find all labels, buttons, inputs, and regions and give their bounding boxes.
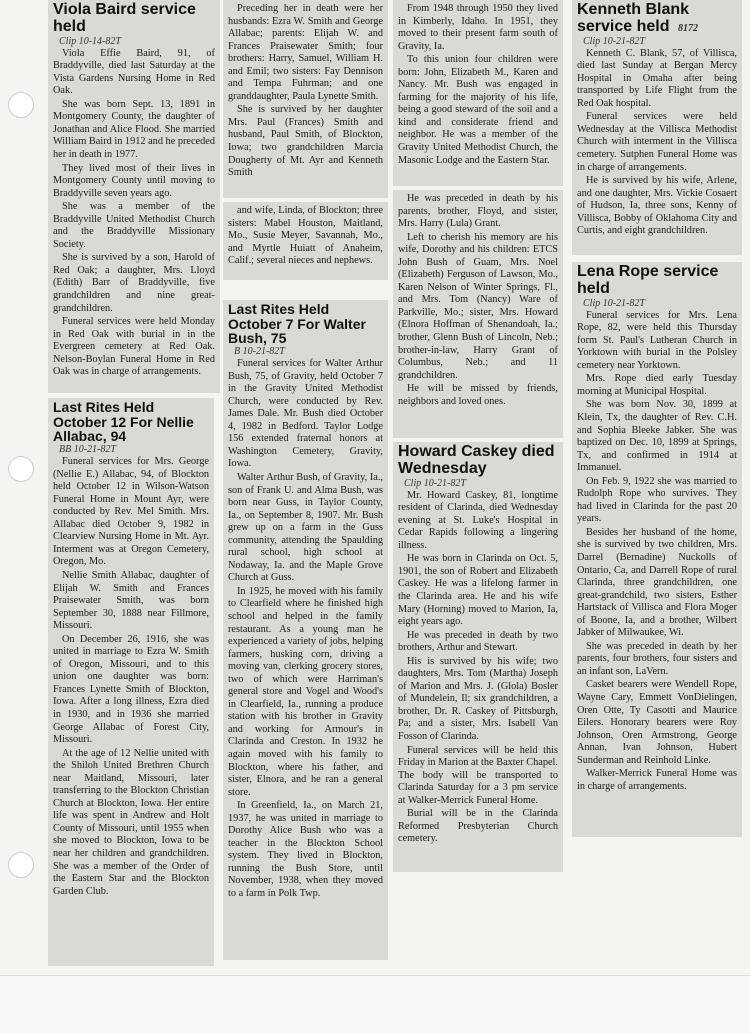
body-allabac (53, 456, 209, 898)
body-allabac-cont2 (228, 205, 383, 268)
body-rope (577, 310, 737, 794)
body-bush-cont2 (398, 193, 558, 408)
obituary-paragraph: Funeral services were held Wednesday at the Villisca Methodist Church with interment in the Villisca cemetery. Sutphen Funeral Home was in charge of arrangements. (577, 111, 737, 173)
clipping-bush (223, 300, 388, 960)
binder-hole (8, 456, 34, 482)
headline-allabac: Last Rites Held October 12 For Nellie Allabac, 94 (53, 399, 194, 445)
obituary-paragraph: He was born in Clarinda on Oct. 5, 1901, the son of Robert and Elizabeth Caskey. He was a lifelong farmer in the Clarinda area. He and his wife Mary (Horning) moved to Marion, Ia, eight years ago. (398, 553, 558, 628)
obituary-paragraph: Walter Arthur Bush, of Gravity, Ia., son of Frank U. and Alma Bush, was born near Guss, in Taylor County, Ia., on September 8, 1907. Mr. Bush grew up on a farm in the Guss community, attending the Spaulding rural school, high school at Nodaway, Ia. and the Maple Grove Church at Guss. (228, 471, 383, 584)
obituary-paragraph: Casket bearers were Wendell Rope, Wayne Cary, Emmett VonDielingen, Oren Otte, Ty Casotti and Maurice Eilers. Honorary bearers were Roy Johnson, Oren Armstrong, George Annan, Ivan Johnson, Hubert Sunderman and Reinhold Linke. (577, 679, 737, 766)
obituary-paragraph: At the age of 12 Nellie united with the Shiloh United Brethren Church near Maitland, Missouri, later transferring to the Blockton Christian Church at Blockton, Iowa. Her entire life was spent in Andrew and Holt County of Missouri, until 1955 when she moved to Blockton, Iowa to be near her children and grandchildren. She was a member of the Order of the Eastern Star and the Blockton Garden Club. (53, 747, 209, 897)
obituary-paragraph: She is survived by her daughter Mrs. Paul (Frances) Smith and husband, Paul Smith, of Blockton, Iowa; two grandchildren Marcia Dougherty of Mt. Ayr and Kenneth Smith (228, 104, 383, 179)
body-caskey (398, 490, 558, 846)
obituary-paragraph: He was preceded in death by his parents, brother, Floyd, and sister, Mrs. Harry (Lula) Grant. (398, 193, 558, 230)
obituary-paragraph: She was born Nov. 30, 1899 at Klein, Tx, the daughter of Rev. C.H. and Sophia Bleeke Jabker. She was baptized on Dec. 10, 1899 at Springs, Tx, and confirmed in 1914 at Immanuel. (577, 399, 737, 474)
headline-blank (577, 2, 737, 36)
obituary-paragraph: Funeral services for Mrs. Lena Rope, 82, were held this Thursday form St. Paul's Lutheran Church in Yorktown with burial in the Polsley cemetery near Yorktown. (577, 309, 737, 371)
clipping-bush-cont2 (393, 190, 563, 438)
obituary-paragraph: Walker-Merrick Funeral Home was in charge of arrangements. (577, 768, 737, 792)
obituary-paragraph: She is survived by a son, Harold of Red Oak; a daughter, Mrs. Lloyd (Edith) Barr of Braddyville, five grandchildren and nine great-grandchildren. (53, 252, 215, 314)
handwritten-date: Clip 10-21-82T (583, 35, 645, 47)
obituary-paragraph: He will be missed by friends, neighbors and loved ones. (398, 383, 558, 407)
obituary-paragraph: Funeral services will be held this Friday in Marion at the Baxter Chapel. The body will be transported to Clarinda Saturday for a 3 pm service at Walker-Merrick Funeral Home. (398, 744, 558, 806)
corner-number: 8172 (677, 22, 698, 34)
headline-baird: Viola Baird service held (53, 1, 196, 35)
obituary-paragraph: Preceding her in death were her husbands: Ezra W. Smith and George Allabac; parents: Elijah W. and Frances Praisewater Smith; four brothers: Harry, Samuel, William H. and Emil; two sisters: Fay Dennison and Tempa Fuhrman; and one granddaughter, Paula Lynette Smith. (228, 3, 383, 102)
headline-blank-text: Kenneth Blank service held (577, 1, 690, 35)
obituary-paragraph: Left to cherish his memory are his wife, Dorothy and his children: ETCS John Bush of Guam, Mrs. Noel (Elizabeth) Ferguson of Lawson, Mo., Karen Nelson of Winter Springs, Fl., and Mrs. Tom (Nancy) Ware of Parkville, Mo.; sister, Mrs. Howard (Elnora Hoffman of Shenandoah, Ia.; brother, Glenn Bush of Lincoln, Neb.; brother-in-law, Harry Grant of Columbus, Neb.; and 11 grandchildren. (398, 231, 558, 381)
body-blank (577, 48, 737, 238)
page-bottom-margin (0, 975, 750, 1033)
obituary-paragraph: She was preceded in death by her parents, four brothers, four sisters and an infant son, LaVern. (577, 640, 737, 677)
handwritten-date: Clip 10-21-82T (404, 477, 466, 489)
obituary-paragraph: Kenneth C. Blank, 57, of Villisca, died last Sunday at Bergan Mercy Hospital in Omaha after being transported by Life Flight from the Red Oak hospital. (577, 47, 737, 109)
obituary-paragraph: Viola Effie Baird, 91, of Braddyville, died last Saturday at the Vista Gardens Nursing Home in Red Oak. (53, 47, 215, 97)
obituary-paragraph: Burial will be in the Clarinda Reformed Presbyterian Church cemetery. (398, 808, 558, 845)
obituary-paragraph: Funeral services for Walter Arthur Bush, 75, of Gravity, held October 7 in the Gravity United Methodist Church, were conducted by Rev. James Dale. Mr. Bush died October 4, 1982 in Bedford. Taylor Lodge 156 extended fraternal honors at Washington Cemetery, Gravity, Iowa. (228, 358, 383, 470)
obituary-paragraph: He is survived by his wife, Arlene, and one daughter, Mrs. Vickie Cosaert of Hudson, Ia, three sons, Kenny of Villisca, Bobby of Oklahoma City and Curtis, and eight grandchildren. (577, 175, 737, 237)
obituary-paragraph: Mrs. Rope died early Tuesday morning at Municipal Hospital. (577, 373, 737, 397)
obituary-paragraph: On Feb. 9, 1922 she was married to Rudolph Rope who survives. They had lived in Clarinda for the past 20 years. (577, 475, 737, 525)
clipping-caskey (393, 442, 563, 872)
obituary-paragraph: and wife, Linda, of Blockton; three sisters: Mabel Houston, Maitland, Mo., Susie Meyer, Savannah, Mo., and Myrtle Huiatt of Anaheim, Calif.; several nieces and nephews. (228, 205, 383, 267)
obituary-paragraph: He was preceded in death by two brothers, Arthur and Stewart. (398, 629, 558, 654)
body-baird (53, 48, 215, 379)
clipping-bush-cont (393, 0, 563, 186)
obituary-paragraph: She was a member of the Braddyville United Methodist Church and the Braddyville Missionary Society. (53, 201, 215, 250)
obituary-paragraph: In Greenfield, Ia., on March 21, 1937, he was united in marriage to Dorothy Alice Bush who was a teacher in the Blockton School system. They lived in Blockton, running the Bush Store, until November, 1938, when they moved to a farm in Polk Twp. (228, 800, 383, 900)
body-bush (228, 358, 383, 901)
obituary-paragraph: On December 26, 1916, she was united in marriage to Ezra W. Smith of Oregon, Missouri, and to this union one daughter was born: Frances Lynette Smith of Blockton, Iowa. After a long illness, Ezra died in 1930, and in 1936 she married George Allabac of Forest City, Missouri. (53, 633, 209, 746)
obituary-paragraph: She was born Sept. 13, 1891 in Montgomery County, the daughter of Jonathan and Alice Flood. She married William Baird in 1912 and he preceded her in death in 1977. (53, 98, 215, 160)
clipping-rope (572, 262, 742, 837)
obituary-paragraph: They lived most of their lives in Montgomery County until moving to Braddyville seven years ago. (53, 162, 215, 199)
obituary-paragraph: Funeral services for Mrs. George (Nellie E.) Allabac, 94, of Blockton held October 12 in Wilson-Watson Funeral Home in Mount Ayr, were conducted by Rev. Mel Smith. Mrs. Allabac died October 9, 1982 in Clearview Nursing Home in Mt. Ayr. Interment was at Oregon Cemetery, Oregon, Mo. (53, 456, 209, 568)
obituary-paragraph: Mr. Howard Caskey, 81, longtime resident of Clarinda, died Wednesday evening at St. Luke's Hospital in Cedar Rapids following a lingering illness. (398, 489, 558, 551)
obituary-paragraph: Funeral services were held Monday in Red Oak with burial in in the Evergreen cemetery at Red Oak. Nelson-Boylan Funeral Home in Red Oak was in charge of arrangements. (53, 316, 215, 378)
obituary-paragraph: Nellie Smith Allabac, daughter of Elijah W. Smith and Frances Praisewater Smith, was born September 30, 1888 near Fillmore, Missouri. (53, 569, 209, 632)
binder-hole (8, 852, 34, 878)
clipping-baird (48, 0, 220, 393)
handwritten-date: B 10-21-82T (234, 346, 285, 358)
handwritten-date: Clip 10-14-82T (59, 35, 121, 47)
obituary-paragraph: In 1925, he moved with his family to Clearfield where he finished high school and helped in the family restaurant. As a young man he experienced a variety of jobs, helping farmers, husking corn, driving a moving van, clerking grocery stores, two of which were Harriman's general store and Vogel and Wood's in Clearfield, Ia., running a produce station with his brother in Gravity and working for Armour's in Clarinda and Creston. In 1932 he again moved with his family to Blockton, where his father, and sister, Elnora, and he ran a general store. (228, 585, 383, 798)
body-allabac-cont (228, 3, 383, 180)
obituary-paragraph: His is survived by his wife; two daughters, Mrs. Tom (Martha) Joseph of Marion and Mrs. J. (Glola) Bosler of Mundelein, Il; six grandchildren, a brother, Dr. R. Caskey of Pittsburgh, Pa; and a sister, Mrs. Isabell Van Fosson of Clarinda. (398, 655, 558, 742)
clipping-allabac (48, 398, 214, 966)
obituary-paragraph: From 1948 through 1950 they lived in Kimberly, Idaho. In 1951, they moved to their present farm south of Gravity, Ia. (398, 3, 558, 52)
clipping-blank (572, 0, 742, 255)
handwritten-date: Clip 10-21-82T (583, 297, 645, 309)
headline-caskey: Howard Caskey died Wednesday (398, 443, 555, 477)
body-bush-cont (398, 3, 558, 167)
headline-bush: Last Rites Held October 7 For Walter Bush, 75 (228, 301, 366, 347)
binder-hole (8, 92, 34, 118)
clipping-allabac-cont2 (223, 202, 388, 280)
headline-rope: Lena Rope service held (577, 263, 719, 297)
clipping-allabac-cont (223, 0, 388, 198)
handwritten-date: BB 10-21-82T (59, 444, 116, 456)
obituary-paragraph: Besides her husband of the home, she is survived by two children, Mrs. Darrel (Bernadine) Nuckolls of Ontario, Ca, and Darrell Rope of rural Clarinda, three grandchildren, one great-grandchild, two sisters, Esther Hartstack of Villisca and Flora Moger of Boone, Ia, and a brother, Wilbert Jabker of Milwaukee, Wi. (577, 526, 737, 639)
obituary-paragraph: To this union four children were born: John, Elizabeth M., Karen and Nancy. Mr. Bush was engaged in farming for the majority of his life, being a good steward of the soil and a kind and considerate friend and neighbor. He was a member of the Gravity United Methodist Church, the Masonic Lodge and the Eastern Star. (398, 54, 558, 166)
